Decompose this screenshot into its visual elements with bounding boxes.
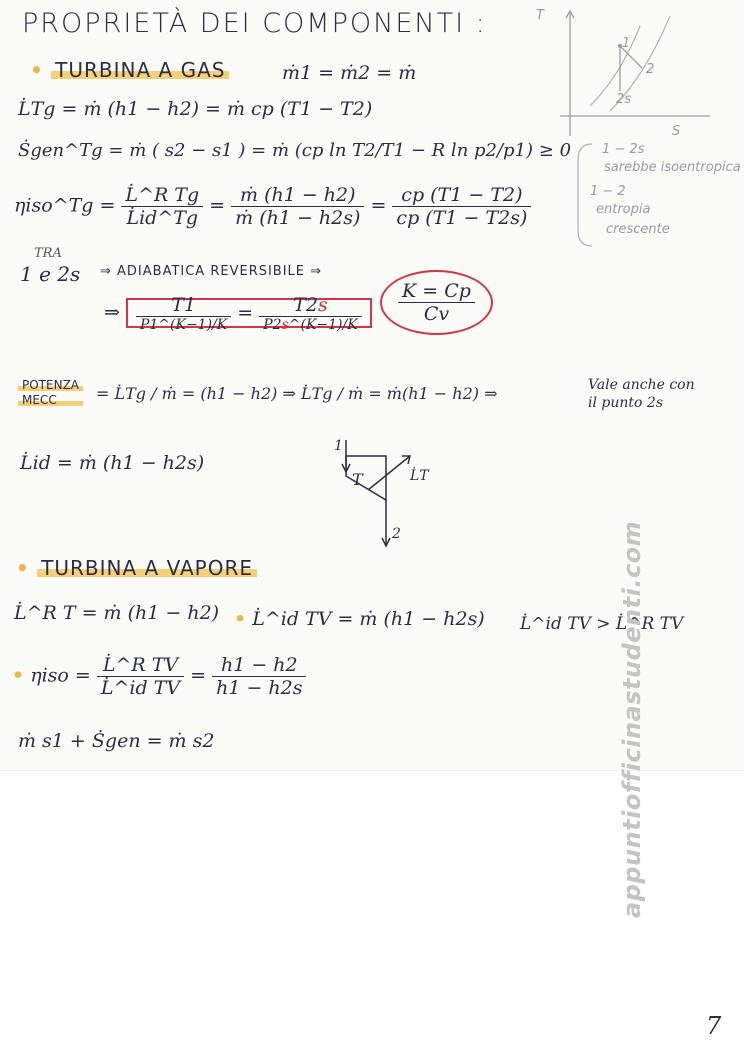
gas-eta-f3-num: cp (T1 − T2) <box>392 184 531 207</box>
gas-work-ideal: L̇id = ṁ (h1 − h2s) <box>20 452 205 474</box>
gas-eta-frac-3 <box>392 184 531 229</box>
iso-f2-num-b: s <box>317 294 328 316</box>
diagram-out-label: 2 <box>392 526 401 542</box>
bullet-icon: • <box>234 608 247 630</box>
bullet-icon: • <box>12 664 25 687</box>
watermark: appuntiofficinastudenti.com <box>618 520 646 918</box>
steam-work-comparison: L̇^id TV > L̇^R TV <box>520 614 684 634</box>
iso-f2-den-a: P2 <box>263 317 282 333</box>
iso-f1-num: T1 <box>136 294 231 317</box>
ts-note-2b: entropia <box>596 202 651 217</box>
ts-note-2a: 1 − 2 <box>590 184 626 199</box>
page-title: PROPRIETÀ DEI COMPONENTI : <box>22 8 487 39</box>
gas-turbine-heading <box>30 58 229 82</box>
gas-turbine-heading-text: TURBINA A GAS <box>51 58 229 82</box>
ts-diagram <box>530 6 730 146</box>
iso-f2-num <box>259 294 361 317</box>
power-label-1: POTENZA <box>18 378 83 393</box>
gas-eta-f1-den: L̇id^Tg <box>126 207 199 229</box>
power-equation: = L̇Tg / ṁ = (h1 − h2) ⇒ L̇Tg / ṁ = ṁ(h1 − h2) ⇒ <box>96 384 498 403</box>
isentropic-row <box>104 294 372 333</box>
gas-eta-f3-den: cp (T1 − T2s) <box>396 207 528 229</box>
bullet-icon: • <box>16 556 30 580</box>
iso-f2-den-b: s <box>281 317 289 333</box>
iso-frac-1 <box>136 294 231 333</box>
steam-work-ideal <box>234 608 485 630</box>
steam-eta-label: ηiso = <box>30 664 91 687</box>
gas-eta-f2-num: ṁ (h1 − h2) <box>231 184 364 207</box>
k-ratio-num: K = Cp <box>398 280 475 303</box>
isentropic-relation-box: $\frac{T1}{P1\^{}(K-1)/K}$ = $\frac{T2s}{P2s\^{}(K-1)/K}$ <box>126 298 372 328</box>
ts-point-2: 2 <box>646 62 655 77</box>
steam-eta-f2-num: h1 − h2 <box>212 654 306 677</box>
diagram-block-label: T <box>352 470 363 489</box>
k-ratio-oval <box>380 270 493 335</box>
diagram-work-label: L̇T <box>410 468 429 484</box>
steam-eta-f2-den: h1 − h2s <box>216 677 303 699</box>
steam-work-real: L̇^R T = ṁ (h1 − h2) <box>14 602 220 624</box>
adiabatic-note: ⇒ ADIABATICA REVERSIBILE ⇒ <box>100 264 323 279</box>
steam-eta-f1-num: L̇^R TV <box>97 654 184 677</box>
iso-f1-den: P1^(K−1)/K <box>139 317 228 333</box>
power-note <box>588 376 695 412</box>
gas-eta-frac-1 <box>121 184 203 229</box>
ts-axis-t: T <box>536 8 544 23</box>
power-note-1: Vale anche con <box>588 377 695 393</box>
gas-eta-row: ηiso^Tg = $\frac{\text{L̇\textasciicircum{}R Tg}}{L̇id\^{}Tg}$ = $\frac{\text{ṁ (h1 − h2)}}{\text{ṁ (h1 − h2s)}}$ = $\frac{cp (T1 - T2)}{cp (T1 - T2s)}$ <box>14 184 531 229</box>
ts-point-2s: 2s <box>616 92 632 107</box>
steam-turbine-heading-text: TURBINA A VAPORE <box>37 556 257 580</box>
gas-entropy-generation: Ṡgen^Tg = ṁ ( s2 − s1 ) = ṁ (cp ln T2/T1 − R ln p2/p1) ≥ 0 <box>18 140 572 161</box>
iso-frac-2 <box>259 294 361 333</box>
gas-work-real: L̇Tg = ṁ (h1 − h2) = ṁ cp (T1 − T2) <box>18 98 373 120</box>
gas-eta-frac-2 <box>231 184 364 229</box>
between-points: 1 e 2s <box>20 262 81 286</box>
ts-point-1: 1 <box>622 36 631 51</box>
mass-balance-gas: ṁ1 = ṁ2 = ṁ <box>282 62 417 84</box>
implies-arrow-icon: ⇒ <box>104 301 120 324</box>
gas-eta-label: ηiso^Tg = <box>14 194 116 217</box>
steam-eta-f1-den: L̇^id TV <box>100 677 181 699</box>
steam-entropy-balance: ṁ s1 + Ṡgen = ṁ s2 <box>18 730 215 752</box>
gas-eta-f2-den: ṁ (h1 − h2s) <box>235 207 361 229</box>
ts-note-1a: 1 − 2s <box>602 142 645 157</box>
steam-eta-frac-1 <box>97 654 184 699</box>
power-note-2: il punto 2s <box>588 395 663 411</box>
steam-eta-frac-2 <box>212 654 306 699</box>
k-ratio-den: Cv <box>423 303 450 325</box>
bullet-icon: • <box>30 58 44 82</box>
steam-turbine-heading <box>16 556 257 580</box>
tra-label: TRA <box>34 246 62 261</box>
iso-f2-den <box>259 317 361 333</box>
gas-eta-f1-num: L̇^R Tg <box>121 184 203 207</box>
power-label-2: MECC <box>18 393 83 408</box>
page-number: 7 <box>706 1012 722 1040</box>
ts-note-2c: crescente <box>606 222 670 237</box>
power-label <box>18 378 83 408</box>
diagram-in-label: 1 <box>334 438 343 454</box>
ts-axis-s: S <box>672 124 681 139</box>
iso-f2-num-a: T2 <box>293 294 318 316</box>
steam-work-ideal-text: L̇^id TV = ṁ (h1 − h2s) <box>252 608 485 630</box>
iso-f2-den-exp: ^(K−1)/K <box>288 317 358 333</box>
steam-eta-row: • ηiso = $\frac{\text{L̇\textasciicircum{}R TV}}{\text{L̇\textasciicircum{}id TV}}$ = $\frac{h1 - h2}{h1 - h2s}$ <box>12 654 306 699</box>
ts-note-1b: sarebbe isoentropica <box>604 160 741 175</box>
k-ratio-frac <box>398 280 475 325</box>
